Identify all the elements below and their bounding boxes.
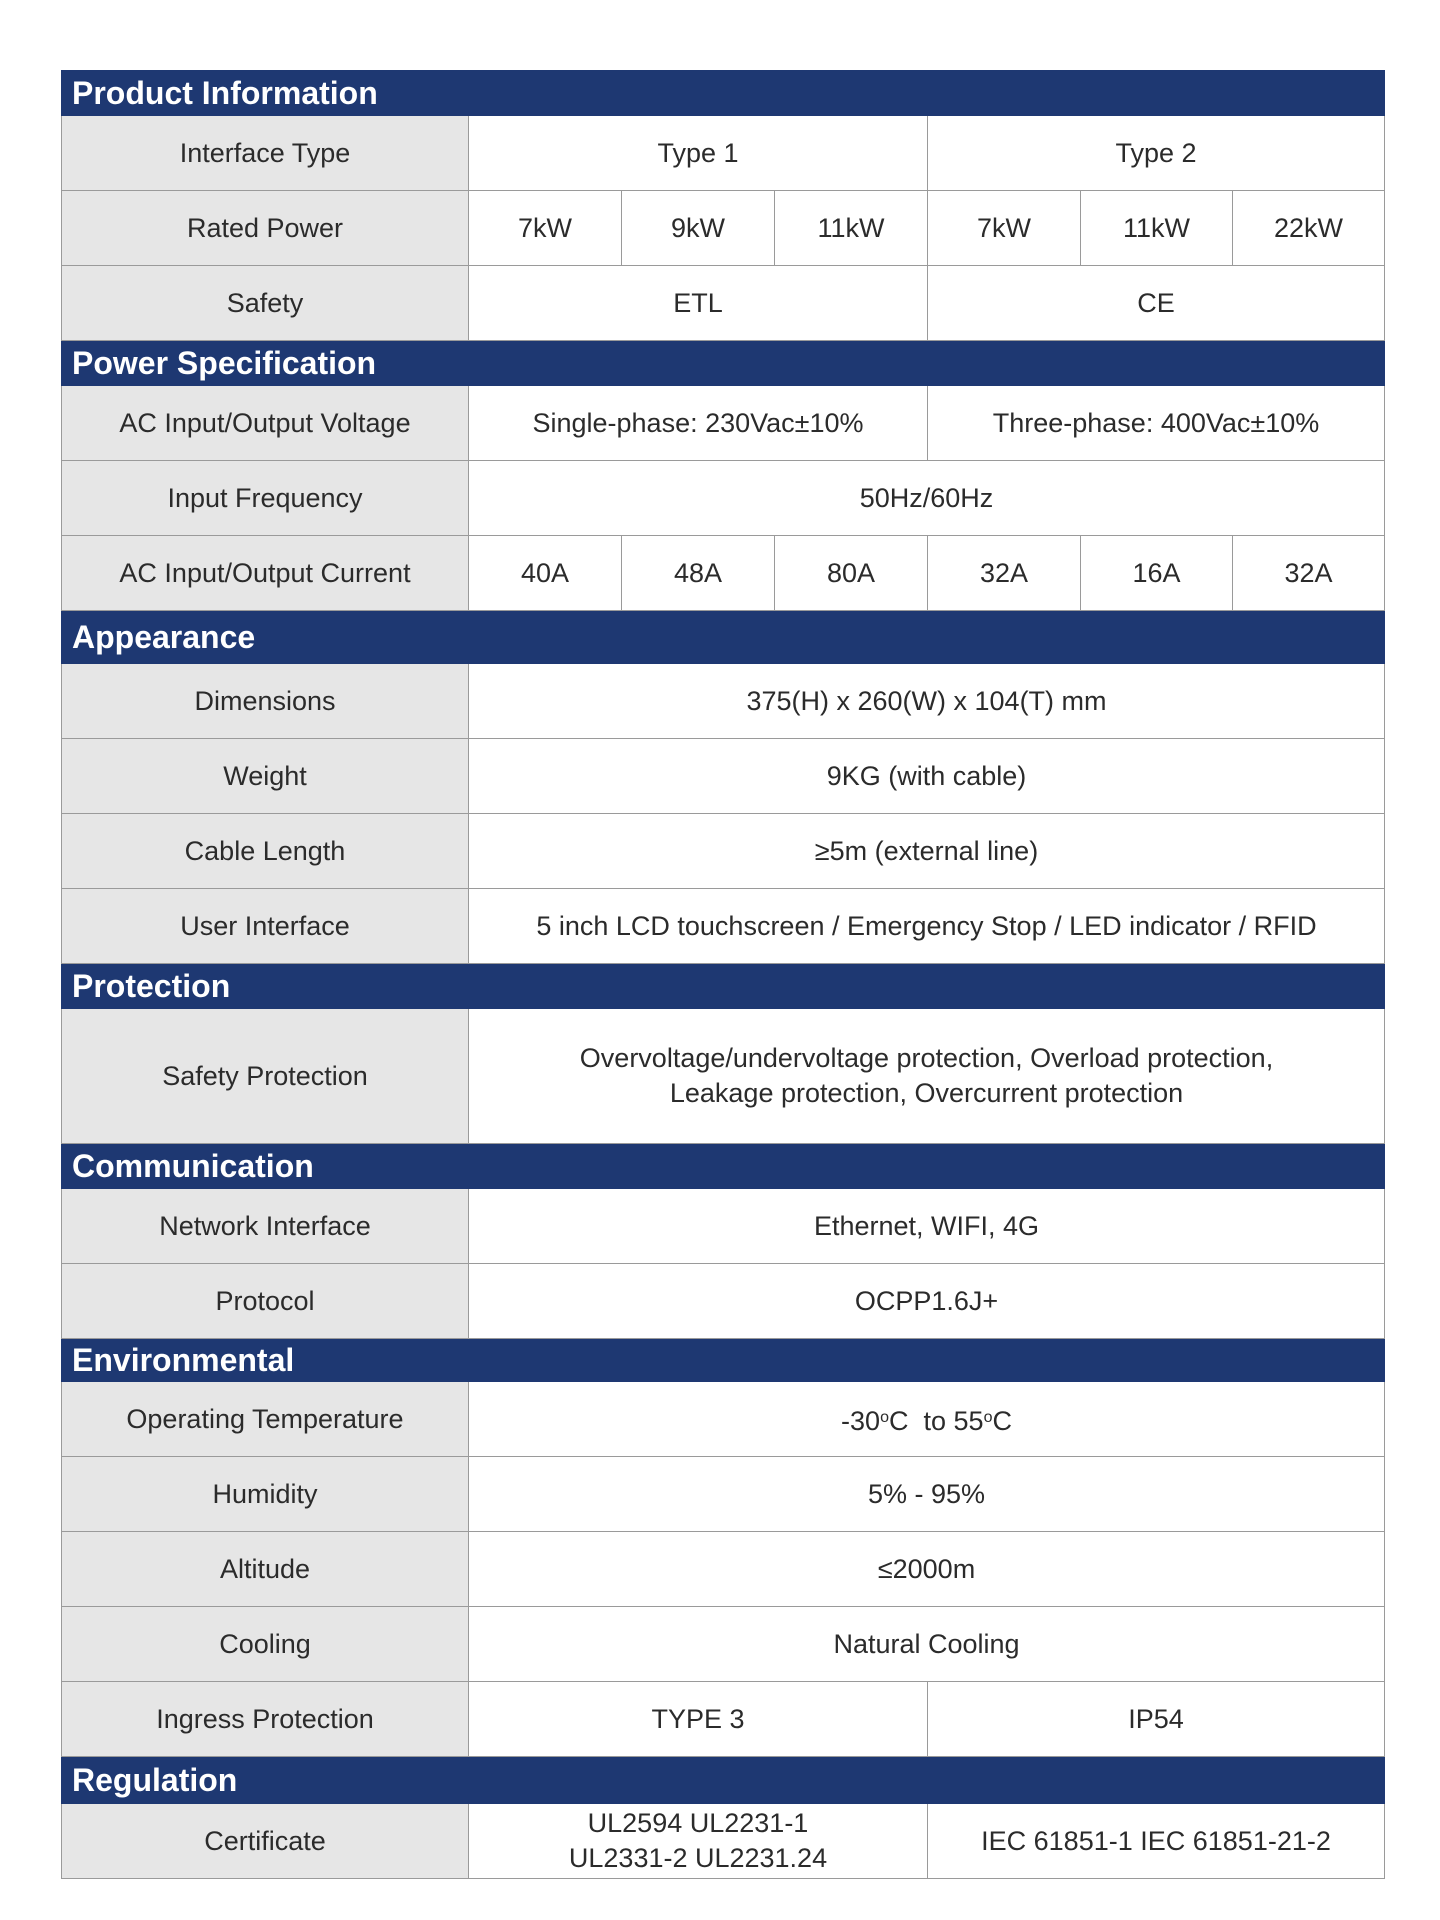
- row-dimensions: [62, 664, 1385, 739]
- row-label: Protocol: [62, 1264, 469, 1339]
- row-label: AC Input/Output Current: [62, 536, 469, 611]
- type1-value: Single-phase: 230Vac±10%: [469, 386, 928, 461]
- value: Natural Cooling: [469, 1607, 1385, 1682]
- row-cable-length: [62, 814, 1385, 889]
- current-cell: 32A: [1233, 536, 1385, 611]
- degree-mark: o: [983, 1408, 993, 1426]
- rated-power-cell: 7kW: [928, 191, 1081, 266]
- current-cell: 32A: [928, 536, 1081, 611]
- section-protection: [62, 964, 1385, 1009]
- row-current: [62, 536, 1385, 611]
- row-label: Safety: [62, 266, 469, 341]
- value: ≥5m (external line): [469, 814, 1385, 889]
- row-label: Cooling: [62, 1607, 469, 1682]
- row-label: Rated Power: [62, 191, 469, 266]
- value: 5 inch LCD touchscreen / Emergency Stop / LED indicator / RFID: [469, 889, 1385, 964]
- row-label: AC Input/Output Voltage: [62, 386, 469, 461]
- row-cooling: [62, 1607, 1385, 1682]
- value-line: UL2594 UL2231-1: [587, 1808, 809, 1838]
- rated-power-cell: 11kW: [775, 191, 928, 266]
- row-temperature: [62, 1382, 1385, 1457]
- value: Ethernet, WIFI, 4G: [469, 1189, 1385, 1264]
- section-regulation: [62, 1757, 1385, 1804]
- section-environmental: [62, 1339, 1385, 1382]
- row-safety: [62, 266, 1385, 341]
- rated-power-cell: 11kW: [1081, 191, 1233, 266]
- current-cell: 48A: [622, 536, 775, 611]
- degree-mark: o: [880, 1408, 889, 1426]
- temp-separator: to: [923, 1405, 947, 1436]
- section-product-information: [62, 71, 1385, 116]
- section-communication: [62, 1144, 1385, 1189]
- row-label: Operating Temperature: [62, 1382, 469, 1457]
- row-humidity: [62, 1457, 1385, 1532]
- temp-high: 55: [953, 1405, 984, 1436]
- row-label: Certificate: [62, 1804, 469, 1879]
- row-label: Humidity: [62, 1457, 469, 1532]
- row-certificate: [62, 1804, 1385, 1879]
- value: OCPP1.6J+: [469, 1264, 1385, 1339]
- row-label: Altitude: [62, 1532, 469, 1607]
- section-title: Appearance: [62, 611, 1385, 664]
- temperature-value: [469, 1382, 1385, 1457]
- row-altitude: [62, 1532, 1385, 1607]
- row-label: Input Frequency: [62, 461, 469, 536]
- type2-value: IEC 61851-1 IEC 61851-21-2: [928, 1804, 1385, 1879]
- row-ingress: [62, 1682, 1385, 1757]
- section-title: Environmental: [62, 1339, 1385, 1382]
- temp-unit: C: [888, 1405, 909, 1436]
- value: 375(H) x 260(W) x 104(T) mm: [469, 664, 1385, 739]
- row-network: [62, 1189, 1385, 1264]
- row-weight: [62, 739, 1385, 814]
- section-title: Product Information: [62, 71, 1385, 116]
- section-power-specification: [62, 341, 1385, 386]
- type2-value: CE: [928, 266, 1385, 341]
- rated-power-cell: 7kW: [469, 191, 622, 266]
- value-line: UL2331-2 UL2231.24: [568, 1843, 828, 1873]
- rated-power-cell: 22kW: [1233, 191, 1385, 266]
- row-label: Ingress Protection: [62, 1682, 469, 1757]
- current-cell: 40A: [469, 536, 622, 611]
- section-title: Communication: [62, 1144, 1385, 1189]
- type1-value: [469, 1804, 928, 1879]
- type2-value: Type 2: [928, 116, 1385, 191]
- section-title: Protection: [62, 964, 1385, 1009]
- row-label: Weight: [62, 739, 469, 814]
- row-label: Network Interface: [62, 1189, 469, 1264]
- type2-value: IP54: [928, 1682, 1385, 1757]
- value: 9KG (with cable): [469, 739, 1385, 814]
- section-appearance: [62, 611, 1385, 664]
- temp-low: -30: [841, 1405, 881, 1436]
- type1-value: Type 1: [469, 116, 928, 191]
- row-label: Interface Type: [62, 116, 469, 191]
- row-user-interface: [62, 889, 1385, 964]
- section-title: Power Specification: [62, 341, 1385, 386]
- row-label: User Interface: [62, 889, 469, 964]
- value: 50Hz/60Hz: [469, 461, 1385, 536]
- row-protocol: [62, 1264, 1385, 1339]
- type2-value: Three-phase: 400Vac±10%: [928, 386, 1385, 461]
- row-frequency: [62, 461, 1385, 536]
- value: [469, 1009, 1385, 1144]
- row-label: Dimensions: [62, 664, 469, 739]
- row-interface-type: [62, 116, 1385, 191]
- row-rated-power: [62, 191, 1385, 266]
- row-label: Cable Length: [62, 814, 469, 889]
- row-safety-protection: [62, 1009, 1385, 1144]
- value: ≤2000m: [469, 1532, 1385, 1607]
- value-line: Overvoltage/undervoltage protection, Overload protection,: [579, 1043, 1274, 1073]
- value: 5% - 95%: [469, 1457, 1385, 1532]
- current-cell: 16A: [1081, 536, 1233, 611]
- section-title: Regulation: [62, 1757, 1385, 1804]
- spec-sheet: [61, 70, 1384, 1879]
- row-label: Safety Protection: [62, 1009, 469, 1144]
- current-cell: 80A: [775, 536, 928, 611]
- row-voltage: [62, 386, 1385, 461]
- type1-value: ETL: [469, 266, 928, 341]
- type1-value: TYPE 3: [469, 1682, 928, 1757]
- rated-power-cell: 9kW: [622, 191, 775, 266]
- temp-unit: C: [992, 1405, 1012, 1436]
- spec-table: [61, 70, 1385, 1879]
- value-line: Leakage protection, Overcurrent protection: [669, 1078, 1184, 1108]
